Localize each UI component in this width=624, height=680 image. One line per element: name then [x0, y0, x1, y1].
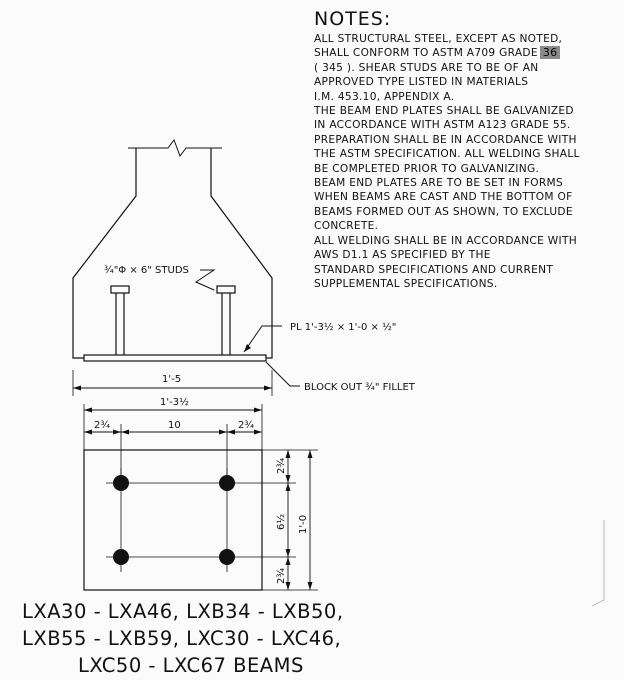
stud-hole: [219, 549, 235, 565]
note-line: PREPARATION SHALL BE IN ACCORDANCE WITH: [314, 133, 577, 146]
stud-spacing-v-label: 6½: [276, 513, 287, 530]
note-line: THE ASTM SPECIFICATION. ALL WELDING SHALL: [314, 148, 580, 161]
stud-hole: [113, 475, 129, 491]
note-line: APPROVED TYPE LISTED IN MATERIALS: [314, 76, 529, 89]
beam-outline: [73, 148, 272, 358]
notes-lines: [314, 32, 619, 291]
drawing-title: [22, 598, 402, 679]
stud-spacing-h-label: 10: [168, 420, 181, 431]
note-line: THE BEAM END PLATES SHALL BE GALVANIZED: [314, 105, 574, 118]
plate-label: PL 1'-3½ × 1'-0 × ½": [290, 322, 397, 333]
note-line: ALL STRUCTURAL STEEL, EXCEPT AS NOTED,: [314, 33, 563, 45]
break-line: [128, 140, 222, 156]
note-line: CONCRETE.: [314, 220, 379, 233]
stud-hole: [219, 475, 235, 491]
note-line: BE COMPLETED PRIOR TO GALVANIZING.: [314, 162, 540, 175]
note-line: BEAMS FORMED OUT AS SHOWN, TO EXCLUDE: [314, 205, 573, 218]
title-line: LXC50 - LXC67 BEAMS: [78, 654, 304, 677]
stud-holes: [113, 475, 235, 565]
note-line: ALL WELDING SHALL BE IN ACCORDANCE WITH: [314, 234, 578, 247]
note-line: AWS D1.1 AS SPECIFIED BY THE: [314, 249, 491, 262]
blockout-leader: [266, 362, 300, 386]
studs-leader: [196, 270, 214, 290]
title-line: LXB55 - LXB59, LXC30 - LXC46,: [22, 627, 342, 650]
end-plate: [84, 355, 266, 361]
note-line: SHALL CONFORM TO ASTM A709 GRADE 36: [314, 46, 619, 60]
title-line: LXA30 - LXA46, LXB34 - LXB50,: [22, 600, 344, 623]
top-edge-label: 2¾: [276, 457, 287, 474]
blockout-label: BLOCK OUT ¾" FILLET: [304, 382, 415, 393]
notes-block: [314, 8, 619, 291]
note-line: I.M. 453.10, APPENDIX A.: [314, 90, 455, 103]
note-line: ( 345 ). SHEAR STUDS ARE TO BE OF AN: [314, 61, 539, 74]
shear-stud-left: [111, 286, 129, 355]
bottom-edge-label: 2¾: [276, 567, 287, 584]
note-line: BEAM END PLATES ARE TO BE SET IN FORMS: [314, 177, 563, 190]
studs-label: ¾"Φ × 6" STUDS: [104, 265, 189, 276]
note-line: SUPPLEMENTAL SPECIFICATIONS.: [314, 277, 498, 290]
note-line: WHEN BEAMS ARE CAST AND THE BOTTOM OF: [314, 191, 573, 204]
shear-stud-right: [217, 286, 235, 355]
scan-artifact: [592, 520, 604, 606]
right-edge-label: 2¾: [238, 420, 255, 431]
notes-title: NOTES:: [314, 8, 392, 30]
note-line: STANDARD SPECIFICATIONS AND CURRENT: [314, 263, 554, 276]
plate-plan-outline: [84, 450, 262, 590]
plan-width-label: 1'-3½: [160, 397, 189, 408]
stud-hole: [113, 549, 129, 565]
left-edge-label: 2¾: [94, 420, 111, 431]
width-total-label: 1'-5: [162, 374, 182, 385]
plan-height-label: 1'-0: [298, 514, 309, 534]
grade-tag: 36: [540, 46, 561, 59]
note-line: IN ACCORDANCE WITH ASTM A123 GRADE 55.: [314, 119, 571, 132]
